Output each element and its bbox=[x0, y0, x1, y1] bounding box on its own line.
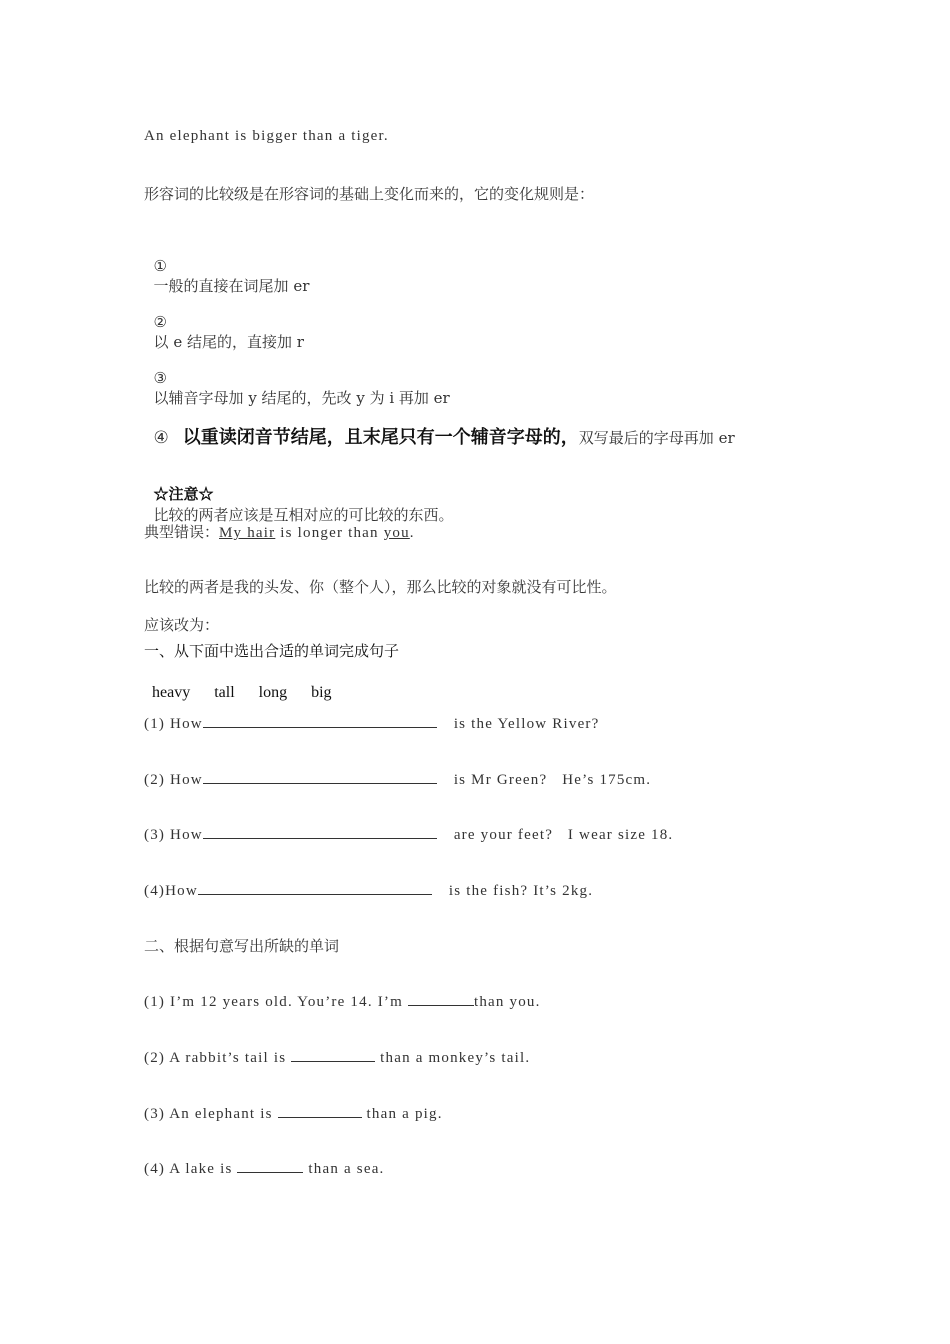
rule-number: ① bbox=[153, 257, 167, 275]
item-prefix: (4)How bbox=[144, 883, 198, 899]
exercise-item bbox=[144, 991, 541, 1011]
word-bank-item: big bbox=[311, 684, 332, 701]
item-prefix: (2) How bbox=[144, 772, 203, 788]
item-suffix: is the Yellow River? bbox=[453, 716, 600, 732]
mistake-end: . bbox=[409, 525, 415, 541]
item-suffix: is Mr Green? He’s 175cm. bbox=[453, 772, 652, 788]
rule-item bbox=[144, 239, 309, 296]
item-prefix: (3) An elephant is bbox=[144, 1106, 278, 1122]
item-prefix: (3) How bbox=[144, 827, 203, 843]
rule-number: ④ bbox=[153, 428, 169, 448]
note-label: ☆注意☆ bbox=[153, 485, 214, 503]
note-line bbox=[144, 465, 454, 525]
item-suffix: than a sea. bbox=[303, 1161, 385, 1177]
exercise-item bbox=[144, 713, 599, 733]
answer-blank[interactable] bbox=[203, 824, 437, 839]
answer-blank[interactable] bbox=[291, 1047, 375, 1062]
rule-text: 双写最后的字母再加 er bbox=[578, 429, 735, 447]
rule-number: ③ bbox=[153, 369, 167, 387]
item-suffix: than a pig. bbox=[361, 1106, 443, 1122]
mistake-subject: My hair bbox=[219, 525, 276, 541]
correct-label: 应该改为： bbox=[144, 616, 220, 634]
rule-text: 一般的直接在词尾加 er bbox=[153, 277, 310, 295]
mistake-middle: is longer than bbox=[275, 525, 384, 541]
section2-title: 二、根据句意写出所缺的单词 bbox=[144, 937, 340, 955]
answer-blank[interactable] bbox=[237, 1158, 303, 1173]
mistake-object: you bbox=[383, 525, 410, 541]
answer-blank[interactable] bbox=[203, 713, 437, 728]
item-prefix: (2) A rabbit’s tail is bbox=[144, 1050, 292, 1066]
section1-title: 一、从下面中选出合适的单词完成句子 bbox=[144, 642, 400, 660]
item-prefix: (4) A lake is bbox=[144, 1161, 238, 1177]
item-prefix: (1) How bbox=[144, 716, 203, 732]
rule-item bbox=[144, 295, 304, 352]
explanation: 比较的两者是我的头发、你（整个人），那么比较的对象就没有可比性。 bbox=[144, 578, 617, 596]
item-suffix: is the fish? It’s 2kg. bbox=[448, 883, 594, 899]
answer-blank[interactable] bbox=[198, 880, 432, 895]
word-bank-item: tall bbox=[214, 684, 235, 701]
mistake-label: 典型错误： bbox=[144, 523, 220, 541]
rule-text: 以辅音字母加 y 结尾的，先改 y 为 i 再加 er bbox=[153, 389, 450, 407]
item-suffix: than a monkey’s tail. bbox=[375, 1050, 531, 1066]
rule-number: ② bbox=[153, 313, 167, 331]
exercise-item bbox=[144, 824, 673, 844]
exercise-item bbox=[144, 1047, 530, 1067]
exercise-item bbox=[144, 1103, 443, 1123]
answer-blank[interactable] bbox=[203, 769, 437, 784]
note-text: 比较的两者应该是互相对应的可比较的东西。 bbox=[153, 506, 454, 524]
item-suffix: are your feet? I wear size 18. bbox=[453, 827, 674, 843]
exercise-item bbox=[144, 1158, 385, 1178]
word-bank-item: heavy bbox=[152, 684, 191, 701]
rule-emphasis: 以重读闭音节结尾，且末尾只有一个辅音字母的， bbox=[182, 427, 579, 448]
answer-blank[interactable] bbox=[278, 1103, 362, 1118]
exercise-item bbox=[144, 769, 651, 789]
rule-heading: 形容词的比较级是在形容词的基础上变化而来的，它的变化规则是： bbox=[144, 185, 595, 203]
rule-item bbox=[144, 351, 450, 408]
typical-mistake bbox=[144, 521, 415, 542]
rule-text: 以 e 结尾的，直接加 r bbox=[153, 333, 304, 351]
example-sentence: An elephant is bigger than a tiger. bbox=[144, 128, 389, 144]
exercise-item bbox=[144, 880, 593, 900]
item-suffix: than you. bbox=[473, 994, 541, 1010]
item-prefix: (1) I’m 12 years old. You’re 14. I’m bbox=[144, 994, 408, 1010]
word-bank-item: long bbox=[258, 684, 288, 701]
answer-blank[interactable] bbox=[408, 991, 474, 1006]
rule-item bbox=[144, 405, 735, 449]
word-bank bbox=[144, 666, 332, 702]
